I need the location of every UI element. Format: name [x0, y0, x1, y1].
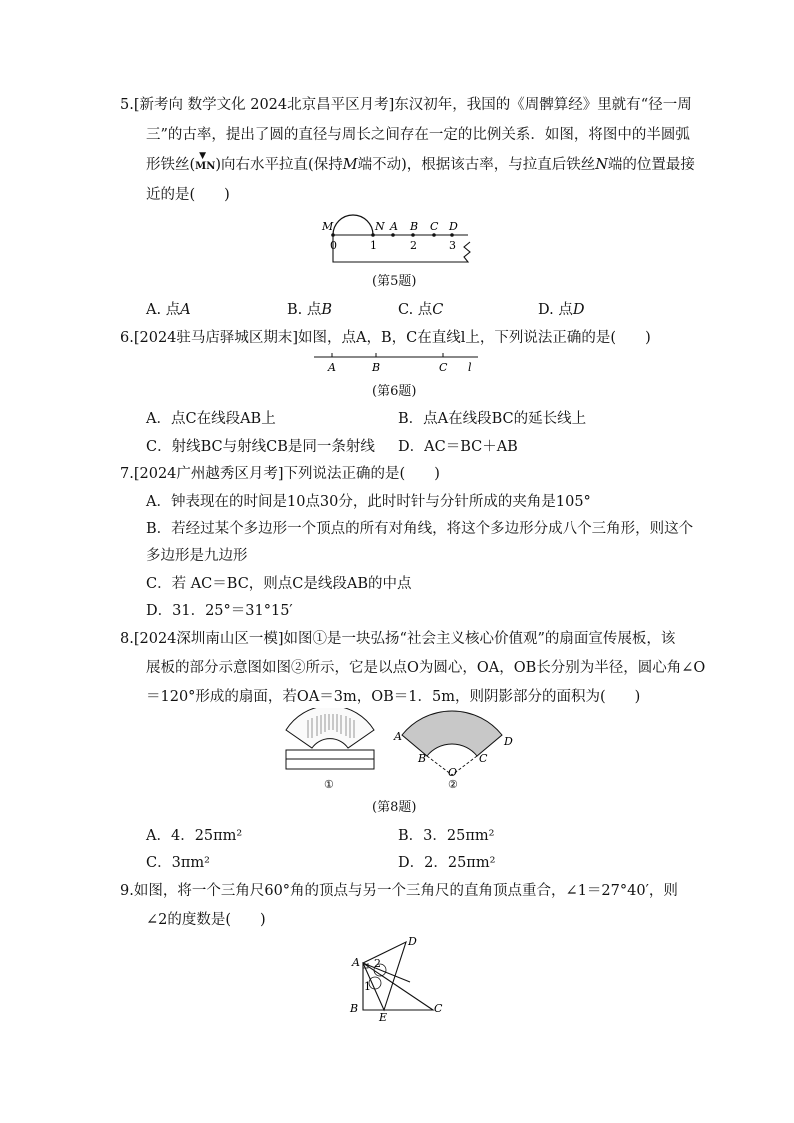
label-B: B [372, 361, 381, 374]
q5-option-c[interactable]: C. 点C [398, 302, 444, 318]
label-C: C [439, 361, 448, 374]
q7-number: 7. [120, 466, 134, 482]
label-A: A [390, 220, 398, 233]
q8-figure-1-board [280, 708, 380, 792]
tick-3: 3 [449, 239, 456, 252]
arc-mark-icon: ▼ [199, 151, 207, 161]
q7-option-a[interactable]: A．钟表现在的时间是10点30分，此时时针与分针所成的夹角是105° [146, 494, 591, 510]
label-C: C [479, 752, 488, 765]
label-N: N [375, 220, 385, 233]
q5-option-d[interactable]: D. 点D [538, 302, 585, 318]
q8-line-2: 展板的部分示意图如图②所示，它是以点O为圆心，OA，OB长分别为半径，圆心角∠O [146, 660, 706, 676]
label-C: C [430, 220, 439, 233]
q7-line-1: 7.[2024广州越秀区月考]下列说法正确的是( ) [120, 466, 440, 482]
label-A: A [352, 956, 360, 969]
q8-line-1: 8.[2024深圳南山区一模]如图①是一块弘扬“社会主义核心价值观”的扇面宣传展板，该 [120, 631, 676, 647]
q8-option-c[interactable]: C．3πm² [146, 855, 210, 871]
q7-option-b-line-1[interactable]: B．若经过某个多边形一个顶点的所有对角线，将这个多边形分成八个三角形，则这个 [146, 521, 694, 537]
figure-2-label: ② [448, 778, 458, 791]
label-D: D [504, 735, 513, 748]
q5-number: 5. [120, 97, 134, 113]
label-E: E [379, 1011, 388, 1022]
q8-line-3: ＝120°形成的扇面，若OA＝3m，OB＝1．5m，则阴影部分的面积为( ) [146, 689, 641, 705]
semicircle-arc [333, 215, 373, 235]
label-B: B [410, 220, 419, 233]
label-D: D [449, 220, 458, 233]
tick-2: 2 [410, 239, 417, 252]
q5-caption: (第5题) [372, 274, 417, 289]
point-d-dot [450, 233, 454, 237]
board-base-top [286, 750, 374, 759]
label-angle-2: 2 [374, 957, 381, 970]
q6-caption: (第6题) [372, 384, 417, 399]
q5-line-3: 形铁丝( ▼ MN)向右水平拉直(保持M端不动)，根据该古率，与拉直后铁丝N端的位置最接 [146, 151, 695, 173]
q8-number: 8. [120, 631, 134, 647]
fan-board [286, 708, 374, 748]
q5-source-tag: [新考向 数学文化 2024北京昌平区月考] [133, 97, 395, 113]
label-l: l [468, 361, 472, 374]
q6-option-c[interactable]: C．射线BC与射线CB是同一条射线 [146, 439, 375, 455]
q6-number: 6. [120, 330, 134, 346]
label-M: M [322, 220, 334, 233]
label-angle-1: 1 [364, 980, 371, 993]
q5-line-1: 5.[新考向 数学文化 2024北京昌平区月考]东汉初年，我国的《周髀算经》里就有“径一周 [120, 97, 692, 113]
label-A: A [328, 361, 336, 374]
q7-option-d[interactable]: D．31．25°＝31°15′ [146, 603, 293, 619]
q6-option-a[interactable]: A．点C在线段AB上 [146, 411, 276, 427]
figure-1-label: ① [324, 778, 334, 791]
q8-caption: (第8题) [372, 800, 417, 815]
q8-option-b[interactable]: B．3．25πm² [398, 828, 495, 844]
q6-line-1: 6.[2024驻马店驿城区期末]如图，点A，B，C在直线l上，下列说法正确的是( ) [120, 330, 651, 346]
point-n-dot [371, 233, 375, 237]
point-m-dot [331, 233, 335, 237]
board-base-bottom [286, 759, 374, 769]
q8-figure-2-sector [388, 704, 518, 792]
point-b-dot [411, 233, 415, 237]
q9-line-2: ∠2的度数是( ) [146, 912, 266, 928]
tick-1: 1 [370, 239, 377, 252]
arc-mn-symbol: ▼ MN [195, 151, 216, 172]
q5-option-b[interactable]: B. 点B [287, 302, 333, 318]
label-B: B [350, 1002, 359, 1015]
q9-figure [342, 930, 452, 1022]
label-C: C [434, 1002, 443, 1015]
q5-line-2: 三”的古率，提出了圆的直径与周长之间存在一定的比例关系．如图，将图中的半圆弧 [146, 127, 690, 143]
tick-0: 0 [330, 239, 337, 252]
point-c-dot [432, 233, 436, 237]
q5-figure [318, 210, 478, 268]
q7-option-b-line-2: 多边形是九边形 [146, 548, 248, 564]
q6-option-d[interactable]: D．AC＝BC＋AB [398, 439, 518, 455]
q5-option-a[interactable]: A. 点A [146, 302, 191, 318]
label-A: A [394, 730, 402, 743]
triangle-ade [363, 942, 406, 1010]
q7-option-c[interactable]: C．若 AC＝BC，则点C是线段AB的中点 [146, 576, 412, 592]
q9-line-1: 9.如图，将一个三角尺60°角的顶点与另一个三角尺的直角顶点重合，∠1＝27°40′，则 [120, 883, 678, 899]
label-D: D [408, 935, 417, 948]
shaded-ring-sector [402, 711, 502, 756]
q9-number: 9. [120, 883, 134, 899]
q6-figure [312, 349, 484, 375]
point-a-dot [391, 233, 395, 237]
q8-option-a[interactable]: A．4．25πm² [146, 828, 243, 844]
q5-line-4: 近的是( ) [146, 187, 230, 203]
q6-option-b[interactable]: B．点A在线段BC的延长线上 [398, 411, 587, 427]
label-B: B [418, 752, 427, 765]
label-O: O [448, 766, 458, 779]
q8-option-d[interactable]: D．2．25πm² [398, 855, 496, 871]
